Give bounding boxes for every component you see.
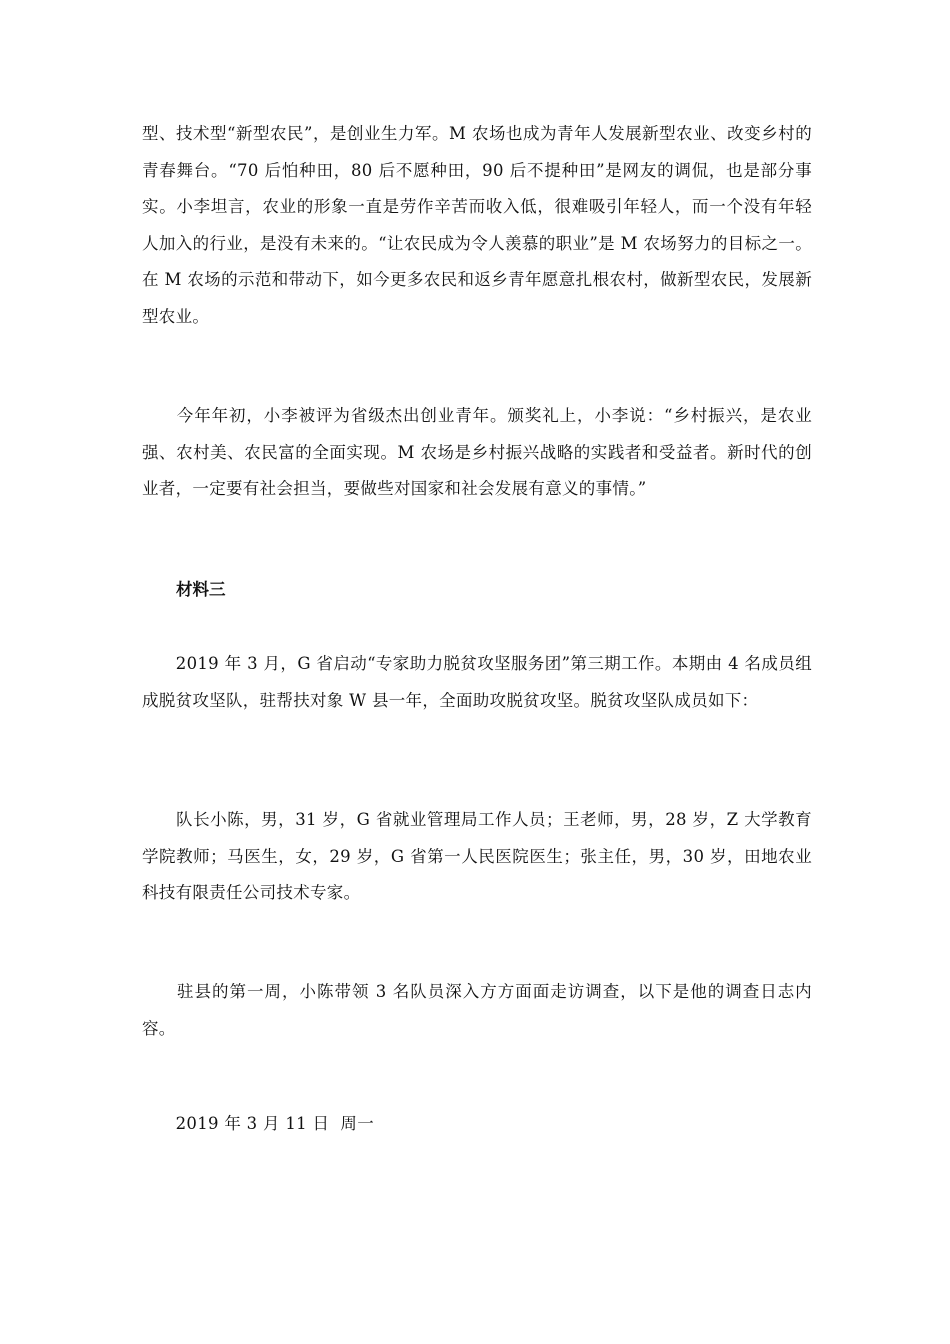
paragraph-service-team: 2019 年 3 月，G 省启动“专家助力脱贫攻坚服务团”第三期工作。本期由 4 名成员组成脱贫攻坚队，驻帮扶对象 W 县一年，全面助攻脱贫攻坚。脱贫攻坚队成员如下： [142,654,812,710]
section-heading: 材料三 [176,580,226,599]
paragraph-award-speech: 今年年初，小李被评为省级杰出创业青年。颁奖礼上，小李说：“乡村振兴，是农业强、农村美、农民富的全面实现。M 农场是乡村振兴战略的实践者和受益者。新时代的创业者，一定要有社会担当，要做些对国家和社会发展有意义的事情。” [142,406,812,498]
paragraph-first-week: 驻县的第一周，小陈带领 3 名队员深入方方面面走访调查，以下是他的调查日志内容。 [142,982,812,1038]
paragraph-farm-youth: 型、技术型“新型农民”，是创业生力军。M 农场也成为青年人发展新型农业、改变乡村的青春舞台。“70 后怕种田，80 后不愿种田，90 后不提种田”是网友的调侃，也是部分事实。小李坦言，农业的形象一直是劳作辛苦而收入低，很难吸引年轻人，而一个没有年轻人加入的行业，是没有未来的。“让农民成为令人羡慕的职业”是 M 农场努力的目标之一。在 M 农场的示范和带动下，如今更多农民和返乡青年愿意扎根农村，做新型农民，发展新型农业。 [142,124,812,326]
paragraph-log-date: 2019 年 3 月 11 日 周一 [142,1114,374,1133]
paragraph-team-members: 队长小陈，男，31 岁，G 省就业管理局工作人员；王老师，男，28 岁，Z 大学教育学院教师；马医生，女，29 岁，G 省第一人民医院医生；张主任，男，30 岁，田地农业科技有限责任公司技术专家。 [142,810,812,902]
